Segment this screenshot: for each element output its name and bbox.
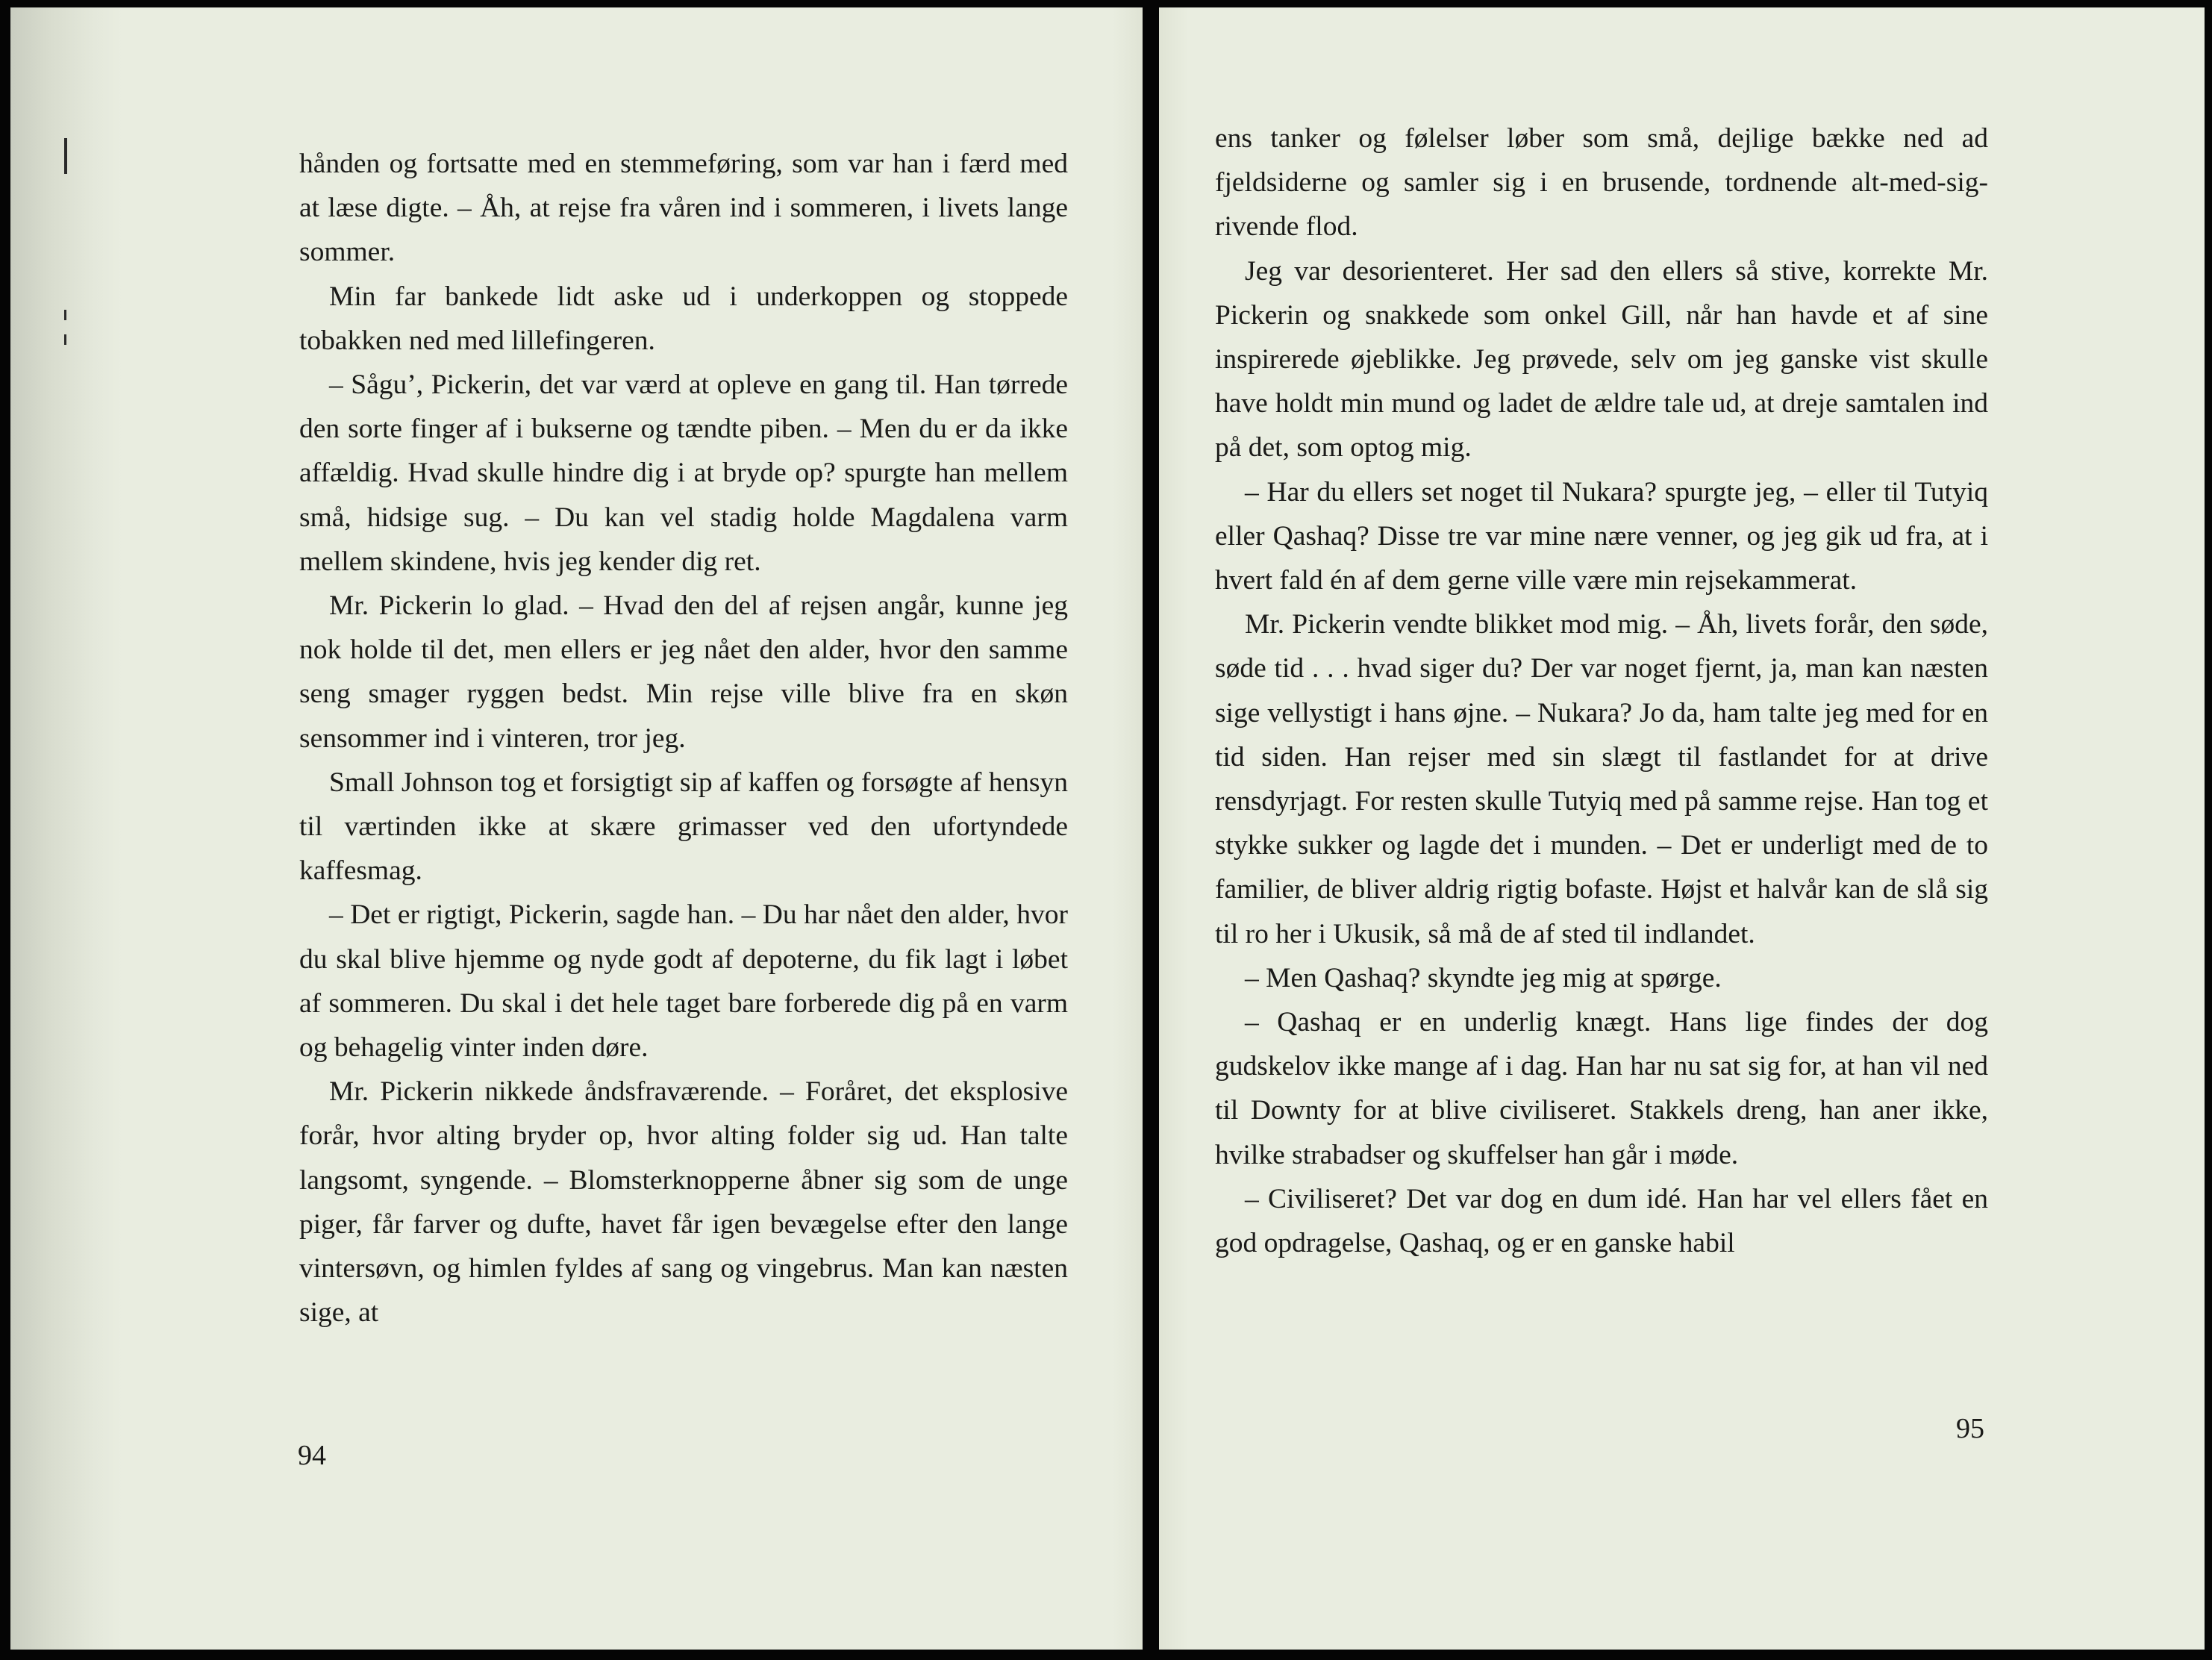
paragraph: – Det er rigtigt, Pickerin, sagde han. – Du har nået den alder, hvor du skal blive hjemme og nyde godt af depoterne, du fik lagt i løbet af sommeren. Du skal i det hele taget bare forberede dig på en varm og behagelig vinter inden døre. bbox=[299, 899, 1068, 1064]
page-number: 94 bbox=[298, 1440, 326, 1471]
paragraph: ens tanker og følelser løber som små, dejlige bække ned ad fjeldsiderne og samler sig i en brusende, tordnende alt-med-sig-rivende flod. bbox=[1215, 123, 1988, 243]
paragraph: Mr. Pickerin lo glad. – Hvad den del af rejsen angår, kunne jeg nok holde til det, men ellers er jeg nået den alder, hvor den samme seng smager ryggen bedst. Min rejse ville blive fra en skøn sensommer ind i vinteren, tror jeg. bbox=[299, 590, 1068, 754]
right-page bbox=[1159, 7, 2205, 1650]
paragraph: – Sågu’, Pickerin, det var værd at opleve en gang til. Han tørrede den sorte finger af i bukserne og tændte piben. – Men du er da ikke affældig. Hvad skulle hindre dig i at bryde op? spurgte han mellem små, hidsige sug. – Du kan vel stadig holde Magdalena varm mellem skindene, hvis jeg kender dig ret. bbox=[299, 369, 1068, 577]
paragraph: – Civiliseret? Det var dog en dum idé. Han har vel ellers fået en god opdragelse, Qashaq, og er en ganske habil bbox=[1215, 1183, 1988, 1259]
edge-mark bbox=[64, 310, 66, 320]
paragraph: – Har du ellers set noget til Nukara? spurgte jeg, – eller til Tutyiq eller Qashaq? Disse tre var mine nære venner, og jeg gik ud fra, at i hvert fald én af dem gerne ville være min rejsekammerat. bbox=[1215, 476, 1988, 596]
left-page bbox=[10, 7, 1143, 1650]
paragraph: – Men Qashaq? skyndte jeg mig at spørge. bbox=[1245, 962, 1722, 993]
edge-mark bbox=[64, 138, 67, 174]
left-page-text bbox=[299, 142, 1068, 1335]
paragraph: Mr. Pickerin nikkede åndsfraværende. – Foråret, det eksplosive forår, hvor alting bryder op, hvor alting folder sig ud. Han talte langsomt, syngende. – Blomsterknopperne åbner sig som de unge piger, får farver og dufte, havet får igen bevægelse efter den lange vintersøvn, og himlen fyldes af sang og vingebrus. Man kan næsten sige, at bbox=[299, 1076, 1068, 1329]
right-page-text bbox=[1215, 116, 1988, 1265]
paragraph: Mr. Pickerin vendte blikket mod mig. – Åh, livets forår, den søde, søde tid . . . hvad siger du? Der var noget fjernt, ja, man kan næsten sige vellystigt i hans øjne. – Nukara? Jo da, ham talte jeg med for en tid siden. Han rejser med sin slægt til fastlandet for at drive rensdyrjagt. For resten skulle Tutyiq med på samme rejse. Han tog et stykke sukker og lagde det i munden. – Det er underligt med de to familier, de bliver aldrig rigtig bofaste. Højst et halvår kan de slå sig til ro her i Ukusik, så må de af sted til indlandet. bbox=[1215, 609, 1988, 949]
gutter-shadow bbox=[1159, 7, 1189, 1650]
page-number: 95 bbox=[1956, 1413, 1984, 1444]
paragraph: – Qashaq er en underlig knægt. Hans lige findes der dog gudskelov ikke mange af i dag. Han har nu sat sig for, at han vil ned til Downty for at blive civiliseret. Stakkels dreng, han aner ikke, hvilke strabadser og skuffelser han går i møde. bbox=[1215, 1007, 1988, 1170]
edge-mark bbox=[64, 334, 66, 345]
paragraph: Jeg var desorienteret. Her sad den ellers så stive, korrekte Mr. Pickerin og snakkede som onkel Gill, når han havde et af sine inspirerede øjeblikke. Jeg prøvede, selv om jeg ganske vist skulle have holdt min mund og ladet de ældre tale ud, at dreje samtalen ind på det, som optog mig. bbox=[1215, 255, 1988, 464]
paragraph: Min far bankede lidt aske ud i underkoppen og stoppede tobakken ned med lillefingeren. bbox=[299, 281, 1068, 356]
book-edge bbox=[10, 7, 122, 1650]
gutter-shadow bbox=[1113, 7, 1143, 1650]
paragraph: Small Johnson tog et forsigtigt sip af kaffen og forsøgte af hensyn til værtinden ikke at skære grimasser ved den ufortyndede kaffesmag. bbox=[299, 767, 1068, 887]
paragraph: hånden og fortsatte med en stemmeføring, som var han i færd med at læse digte. – Åh, at rejse fra våren ind i sommeren, i livets lange sommer. bbox=[299, 149, 1068, 268]
